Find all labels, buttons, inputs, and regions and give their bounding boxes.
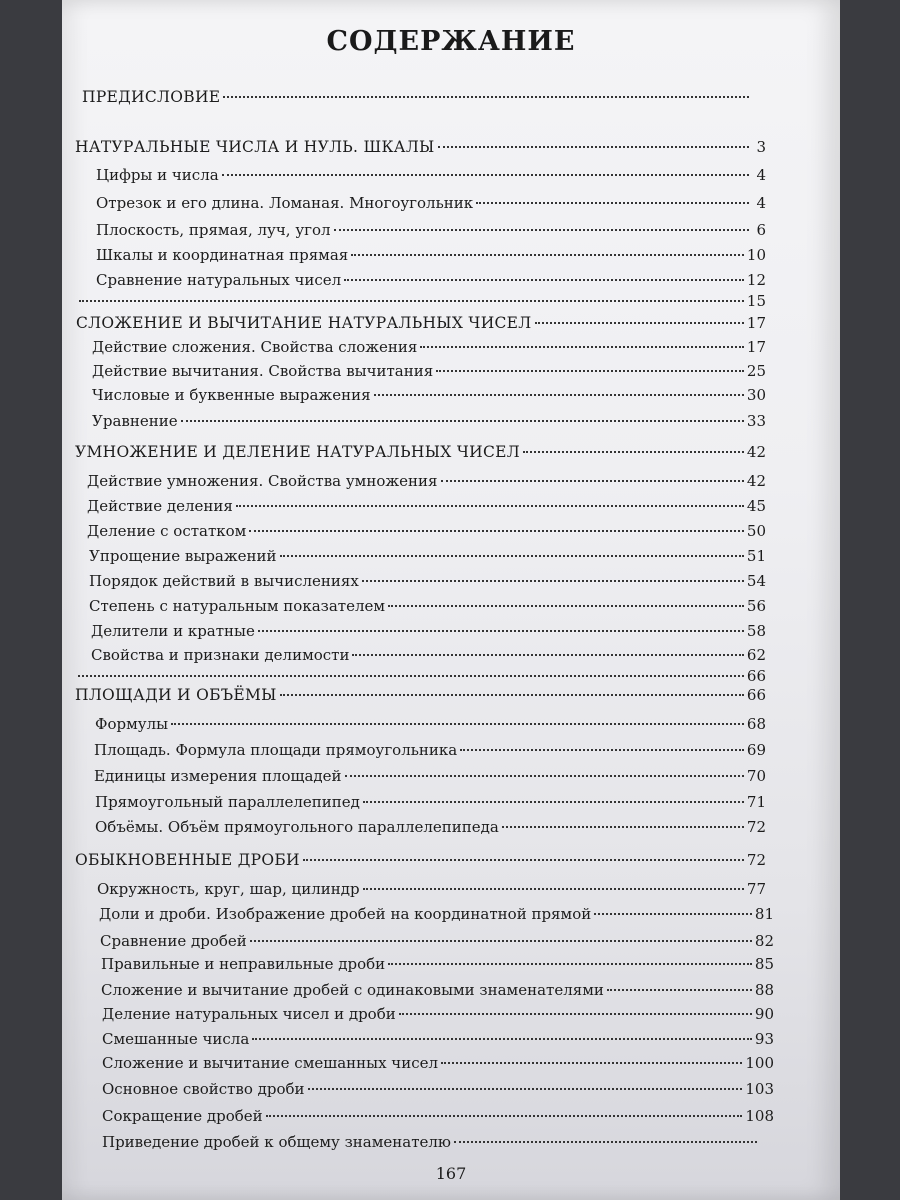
toc-item-title: Порядок действий в вычислениях [89,572,359,590]
book-page [62,0,840,1200]
toc-page-number: 45 [746,497,766,515]
dot-leader [388,963,752,965]
dot-leader [223,96,749,98]
toc-section-row [75,851,766,869]
toc-item-title: Шкалы и координатная прямая [96,246,349,264]
toc-item-row [76,292,766,310]
toc-page-number: 72 [746,818,766,836]
toc-item-row [92,362,766,380]
dot-leader [334,229,749,231]
dot-leader [441,480,744,482]
dot-leader [181,420,744,422]
toc-item-row [96,246,766,264]
dot-leader [362,580,744,582]
toc-page-number: 4 [756,166,766,184]
toc-item-row [92,338,766,356]
toc-section-title: СЛОЖЕНИЕ И ВЫЧИТАНИЕ НАТУРАЛЬНЫХ ЧИСЕЛ [76,314,532,332]
dot-leader [374,394,744,396]
toc-item-title: Единицы измерения площадей [94,767,342,785]
toc-page-number: 50 [746,522,766,540]
toc-page-number: 12 [746,271,766,289]
toc-item-row [87,497,766,515]
toc-page-number: 72 [746,851,766,869]
dot-leader [388,605,744,607]
toc-section-row [75,686,766,704]
toc-item-title: Действие сложения. Свойства сложения [92,338,418,356]
toc-item-row [96,221,766,239]
dot-leader [250,940,752,942]
toc-item-row [99,905,774,923]
toc-item-row [102,1133,774,1151]
toc-page-number: 3 [756,138,766,156]
toc-item-row [101,955,774,973]
toc-page-number: 68 [746,715,766,733]
toc-page-number: 77 [746,880,766,898]
dot-leader [363,801,744,803]
dot-leader [252,1038,752,1040]
toc-page-number: 58 [746,622,766,640]
toc-item-row [96,271,766,289]
toc-item-title: Смешанные числа [102,1030,250,1048]
toc-page-number: 88 [754,981,774,999]
dot-leader [222,174,749,176]
dot-leader [280,694,744,696]
toc-item-row [87,522,766,540]
toc-page-number: 51 [746,547,766,565]
toc-item-title: Прямоугольный параллелепипед [95,793,360,811]
toc-item-title: Сравнение дробей [100,932,247,950]
toc-page-number: 103 [745,1080,774,1098]
toc-item-row [96,194,766,212]
toc-section-title: ПЛОЩАДИ И ОБЪЁМЫ [75,686,277,704]
toc-page-number: 82 [754,932,774,950]
toc-page-number: 62 [746,646,766,664]
toc-item-row [75,667,766,685]
toc-item-title: Действие вычитания. Свойства вычитания [92,362,434,380]
toc-item-title: Доли и дроби. Изображение дробей на координатной прямой [99,905,592,923]
toc-item-row [102,1080,774,1098]
toc-item-title: Отрезок и его длина. Ломаная. Многоугольник [96,194,474,212]
toc-item-title: Свойства и признаки делимости [91,646,350,664]
toc-item-row [95,818,766,836]
toc-page-number: 10 [746,246,766,264]
dot-leader [280,555,744,557]
toc-item-title: Цифры и числа [96,166,219,184]
toc-item-title: Сложение и вычитание смешанных чисел [102,1054,439,1072]
toc-item-row [102,1107,774,1125]
toc-item-row [97,880,766,898]
dot-leader [476,202,749,204]
toc-page-number: 71 [746,793,766,811]
toc-item-title: Основное свойство дроби [102,1080,305,1098]
toc-item-title: Деление с остатком [87,522,247,540]
dot-leader [308,1088,743,1090]
toc-item-title: Окружность, круг, шар, цилиндр [97,880,360,898]
toc-item-row [94,741,766,759]
toc-item-title: Деление натуральных чисел и дроби [102,1005,396,1023]
dot-leader [351,254,744,256]
toc-item-title: Приведение дробей к общему знаменателю [102,1133,451,1151]
toc-item-row [102,1054,774,1072]
dot-leader [249,530,744,532]
toc-page-number: 25 [746,362,766,380]
toc-item-row [96,166,766,184]
toc-item-title: Числовые и буквенные выражения [92,386,371,404]
toc-item-title: Степень с натуральным показателем [89,597,386,615]
dot-leader [460,749,744,751]
toc-page-number: 81 [754,905,774,923]
toc-page-number: 69 [746,741,766,759]
toc-page-number: 100 [745,1054,774,1072]
toc-page-number: 6 [756,221,766,239]
toc-item-title: Делители и кратные [91,622,255,640]
dot-leader [502,826,744,828]
toc-page-number: 33 [746,412,766,430]
toc-item-title: Формулы [95,715,169,733]
toc-section-row [75,138,766,156]
toc-page-number: 66 [746,686,766,704]
dot-leader [345,775,744,777]
toc-item-row [102,1005,774,1023]
dot-leader [344,279,744,281]
toc-item-title: Сокращение дробей [102,1107,263,1125]
toc-page-number: 66 [746,667,766,685]
toc-section-row [75,443,766,461]
dot-leader [454,1141,757,1143]
toc-item-title: Действие умножения. Свойства умножения [87,472,438,490]
toc-section-title: УМНОЖЕНИЕ И ДЕЛЕНИЕ НАТУРАЛЬНЫХ ЧИСЕЛ [75,443,520,461]
toc-page-number: 15 [746,292,766,310]
dot-leader [523,451,744,453]
toc-item-title: Сравнение натуральных чисел [96,271,342,289]
toc-page-number: 42 [746,472,766,490]
dot-leader [78,675,744,677]
dot-leader [436,370,744,372]
toc-item-row [91,622,766,640]
toc-item-title: Плоскость, прямая, луч, угол [96,221,331,239]
toc-page-number: 56 [746,597,766,615]
dot-leader [171,723,744,725]
toc-page-number: 17 [746,314,766,332]
dot-leader [535,322,744,324]
dot-leader [607,989,752,991]
toc-page-number: 54 [746,572,766,590]
dot-leader [438,146,749,148]
dot-leader [236,505,744,507]
toc-item-title: Упрощение выражений [89,547,277,565]
toc-item-row [101,981,774,999]
dot-leader [420,346,744,348]
dot-leader [363,888,744,890]
toc-item-row [89,572,766,590]
page-number: 167 [435,1164,467,1183]
toc-page-number: 17 [746,338,766,356]
toc-item-row [92,412,766,430]
toc-item-title: Площадь. Формула площади прямоугольника [94,741,458,759]
dot-leader [303,859,744,861]
toc-item-row [91,646,766,664]
dot-leader [441,1062,742,1064]
toc-item-title: Действие деления [87,497,233,515]
dot-leader [352,654,743,656]
toc-item-title: Объёмы. Объём прямоугольного параллелепипеда [95,818,499,836]
toc-page-number: 42 [746,443,766,461]
toc-section-row [76,314,766,332]
toc-item-title: Уравнение [92,412,178,430]
toc-item-row [92,386,766,404]
dot-leader [266,1115,743,1117]
toc-page-number: 70 [746,767,766,785]
toc-page-number: 90 [754,1005,774,1023]
toc-page-number: 108 [745,1107,774,1125]
toc-page-number: 93 [754,1030,774,1048]
toc-item-row [102,1030,774,1048]
dot-leader [258,630,744,632]
toc-section-title: ОБЫКНОВЕННЫЕ ДРОБИ [75,851,300,869]
toc-item-row [94,767,766,785]
toc-item-row [89,547,766,565]
dot-leader [594,913,752,915]
toc-page-number: 4 [756,194,766,212]
dot-leader [79,300,744,302]
toc-section-title: НАТУРАЛЬНЫЕ ЧИСЛА И НУЛЬ. ШКАЛЫ [75,138,435,156]
toc-item-title: Сложение и вычитание дробей с одинаковыми знаменателями [101,981,604,999]
toc-item-row [95,793,766,811]
page-title: СОДЕРЖАНИЕ [326,26,576,57]
dot-leader [399,1013,752,1015]
toc-item-row [100,932,774,950]
toc-section-title: ПРЕДИСЛОВИЕ [82,88,221,106]
toc-page-number: 85 [754,955,774,973]
toc-item-row [87,472,766,490]
toc-item-row [95,715,766,733]
toc-page-number: 30 [746,386,766,404]
toc-item-row [89,597,766,615]
table-of-contents [62,0,840,1200]
toc-section-row [82,88,766,106]
toc-item-title: Правильные и неправильные дроби [101,955,386,973]
